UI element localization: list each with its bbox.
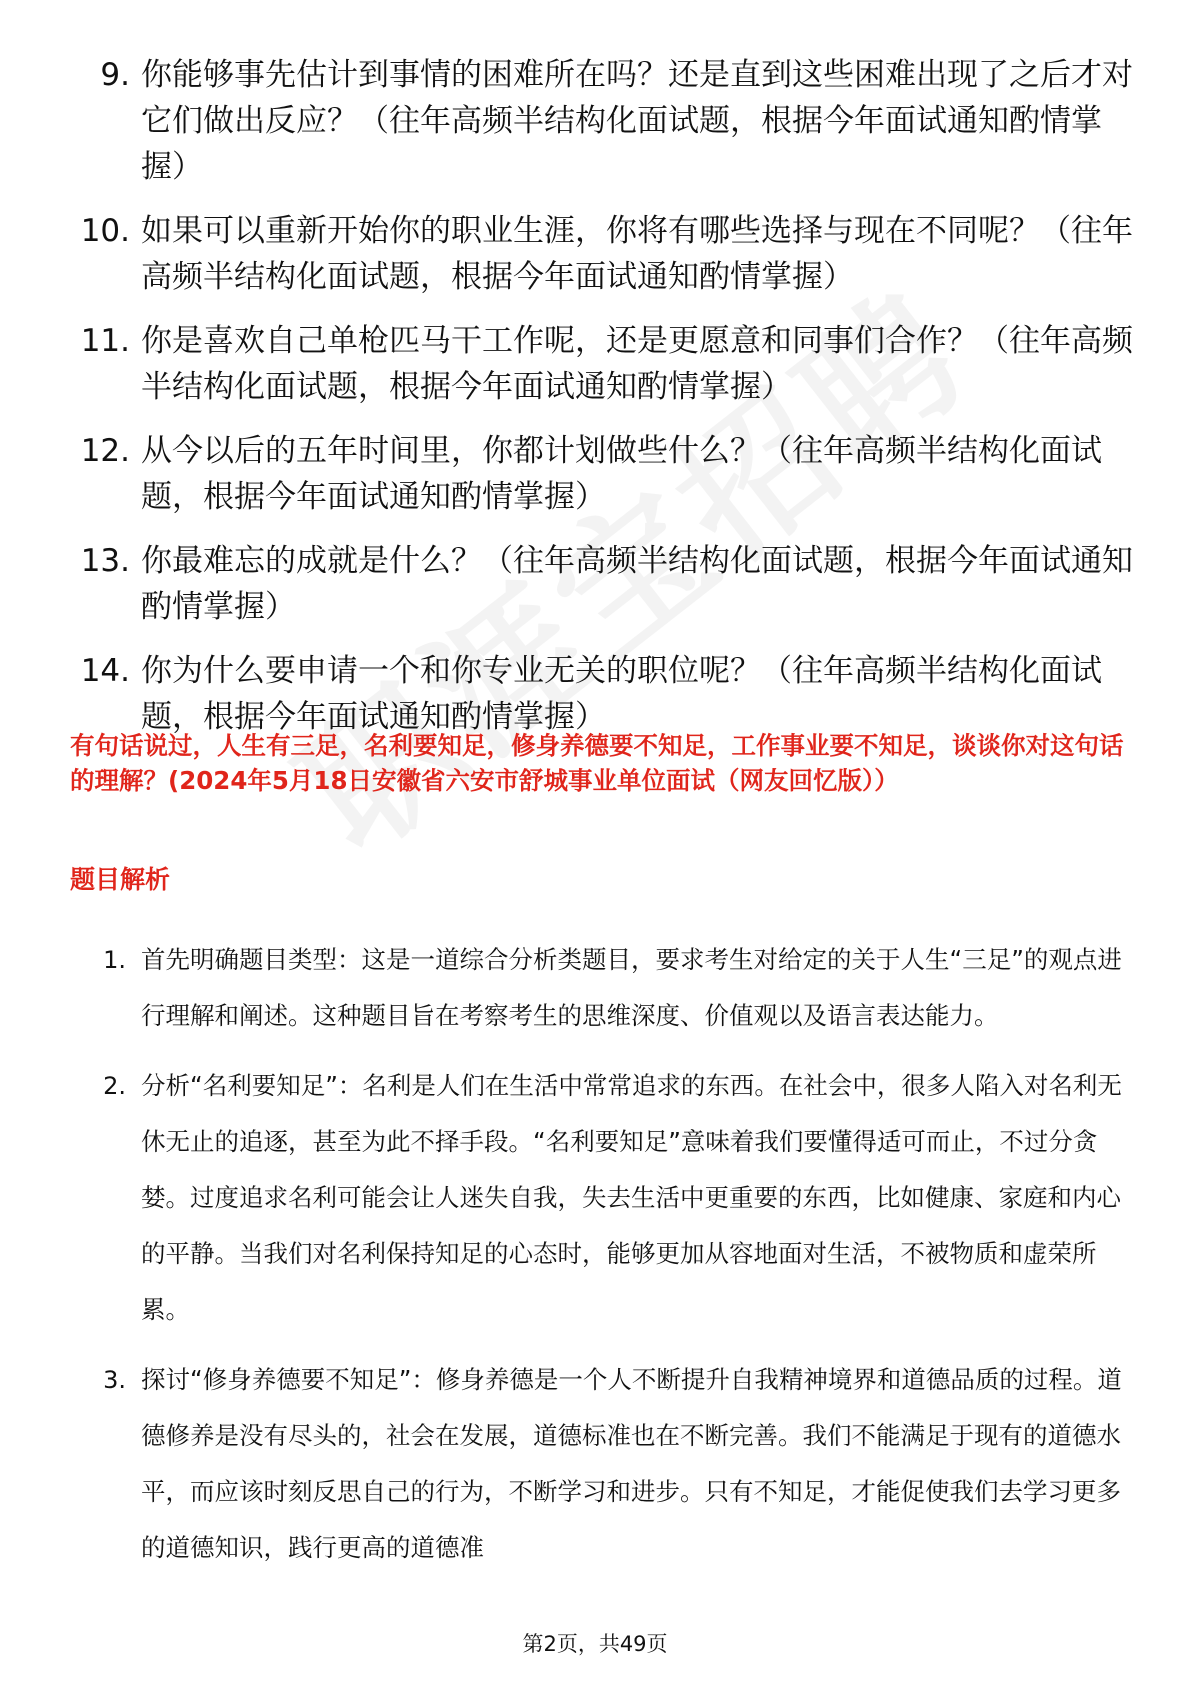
- question-text: 你为什么要申请一个和你专业无关的职位呢？（往年高频半结构化面试题，根据今年面试通知酌情掌握）: [141, 653, 1102, 735]
- analysis-list: [0, 932, 1190, 1590]
- highlight-question: 有句话说过，人生有三足，名利要知足，修身养德要不知足，工作事业要不知足，谈谈你对这句话的理解？(2024年5月18日安徽省六安市舒城事业单位面试（网友回忆版））: [70, 731, 1124, 795]
- analysis-text: 分析“名利要知足”：名利是人们在生活中常常追求的东西。在社会中，很多人陷入对名利无休无止的追逐，甚至为此不择手段。“名利要知足”意味着我们要懂得适可而止，不过分贪婪。过度追求名利可能会让人迷失自我，失去生活中更重要的东西，比如健康、家庭和内心的平静。当我们对名利保持知足的心态时，能够更加从容地面对生活，不被物质和虚荣所累。: [141, 1071, 1122, 1324]
- question-number: 14.: [80, 653, 130, 689]
- analysis-number: 2.: [103, 1072, 126, 1100]
- question-number: 10.: [80, 213, 130, 249]
- question-text: 你能够事先估计到事情的困难所在吗？还是直到这些困难出现了之后才对它们做出反应？（往年高频半结构化面试题，根据今年面试通知酌情掌握）: [141, 57, 1133, 185]
- question-number: 11.: [80, 323, 130, 359]
- question-item: [0, 428, 1190, 520]
- question-list: [0, 52, 1190, 758]
- analysis-number: 3.: [103, 1366, 126, 1394]
- question-text: 你是喜欢自己单枪匹马干工作呢，还是更愿意和同事们合作？（往年高频半结构化面试题，根据今年面试通知酌情掌握）: [141, 323, 1133, 405]
- question-text: 如果可以重新开始你的职业生涯，你将有哪些选择与现在不同呢？（往年高频半结构化面试题，根据今年面试通知酌情掌握）: [141, 213, 1133, 295]
- question-item: [0, 318, 1190, 410]
- question-item: [0, 538, 1190, 630]
- analysis-text: 探讨“修身养德要不知足”：修身养德是一个人不断提升自我精神境界和道德品质的过程。道德修养是没有尽头的，社会在发展，道德标准也在不断完善。我们不能满足于现有的道德水平，而应该时刻反思自己的行为，不断学习和进步。只有不知足，才能促使我们去学习更多的道德知识，践行更高的道德准: [141, 1365, 1122, 1562]
- question-item: [0, 52, 1190, 190]
- section-title: 题目解析: [70, 865, 171, 894]
- question-number: 12.: [80, 433, 130, 469]
- question-item: [0, 648, 1190, 740]
- analysis-item: [0, 932, 1190, 1044]
- question-number: 13.: [80, 543, 130, 579]
- question-number: 9.: [100, 57, 130, 93]
- analysis-number: 1.: [103, 946, 126, 974]
- question-text: 你最难忘的成就是什么？（往年高频半结构化面试题，根据今年面试通知酌情掌握）: [141, 543, 1133, 625]
- question-text: 从今以后的五年时间里，你都计划做些什么？（往年高频半结构化面试题，根据今年面试通知酌情掌握）: [141, 433, 1102, 515]
- page-footer: 第2页，共49页: [522, 1632, 668, 1656]
- analysis-item: [0, 1058, 1190, 1338]
- question-item: [0, 208, 1190, 300]
- analysis-item: [0, 1352, 1190, 1576]
- analysis-text: 首先明确题目类型：这是一道综合分析类题目，要求考生对给定的关于人生“三足”的观点进行理解和阐述。这种题目旨在考察考生的思维深度、价值观以及语言表达能力。: [141, 945, 1122, 1030]
